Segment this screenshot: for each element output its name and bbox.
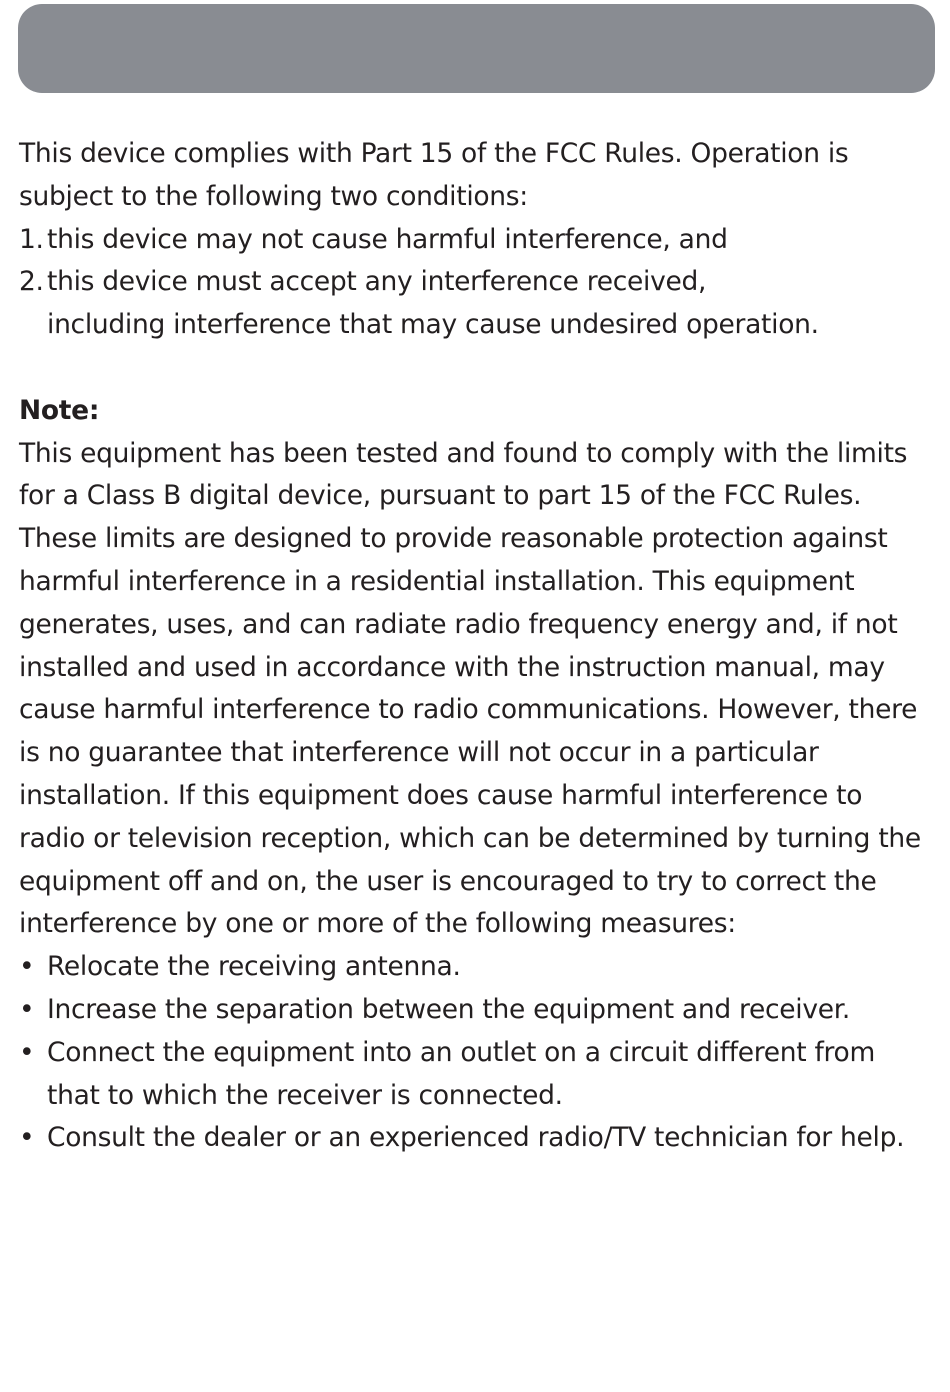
note-line: generates, uses, and can radiate radio frequency energy and, if not: [19, 608, 898, 640]
note-line: This equipment has been tested and found to comply with the limits: [19, 437, 908, 469]
measure-text: Consult the dealer or an experienced radio/TV technician for help.: [47, 1122, 905, 1154]
note-line: is no guarantee that interference will not occur in a particular: [19, 737, 819, 769]
note-line: harmful interference in a residential installation. This equipment: [19, 565, 855, 597]
condition-item: [19, 219, 944, 262]
measure-item: [19, 1032, 944, 1118]
bullet-icon: •: [19, 951, 35, 983]
paragraph-spacer: [19, 347, 944, 390]
note-heading: Note:: [19, 394, 100, 426]
note-line: These limits are designed to provide reasonable protection against: [19, 523, 888, 555]
note-line: cause harmful interference to radio communications. However, there: [19, 694, 918, 726]
section-header-bar: [18, 4, 935, 93]
fcc-compliance-text: [19, 133, 944, 1160]
measure-text: that to which the receiver is connected.: [47, 1079, 563, 1111]
measure-text: Connect the equipment into an outlet on a circuit different from: [47, 1036, 875, 1068]
bullet-icon: •: [19, 993, 35, 1025]
measure-text: Increase the separation between the equipment and receiver.: [47, 993, 851, 1025]
intro-line: This device complies with Part 15 of the FCC Rules. Operation is: [19, 138, 849, 169]
condition-text: this device may not cause harmful interference, and: [47, 223, 728, 255]
condition-number: 2.: [19, 266, 44, 298]
measure-text: Relocate the receiving antenna.: [47, 951, 461, 983]
measure-item: [19, 989, 944, 1032]
condition-text: including interference that may cause undesired operation.: [47, 309, 819, 341]
condition-item: [19, 261, 944, 347]
note-line: radio or television reception, which can be determined by turning the: [19, 822, 921, 854]
note-line: equipment off and on, the user is encouraged to try to correct the: [19, 865, 877, 897]
condition-text: this device must accept any interference received,: [47, 266, 707, 298]
measure-item: [19, 946, 944, 989]
intro-line: subject to the following two conditions:: [19, 180, 528, 212]
note-line: installed and used in accordance with the instruction manual, may: [19, 651, 885, 683]
condition-number: 1.: [19, 223, 44, 255]
measure-item: [19, 1117, 944, 1160]
bullet-icon: •: [19, 1122, 35, 1154]
note-line: for a Class B digital device, pursuant to part 15 of the FCC Rules.: [19, 480, 862, 512]
note-line: interference by one or more of the following measures:: [19, 908, 736, 940]
bullet-icon: •: [19, 1036, 35, 1068]
note-line: installation. If this equipment does cause harmful interference to: [19, 779, 863, 811]
